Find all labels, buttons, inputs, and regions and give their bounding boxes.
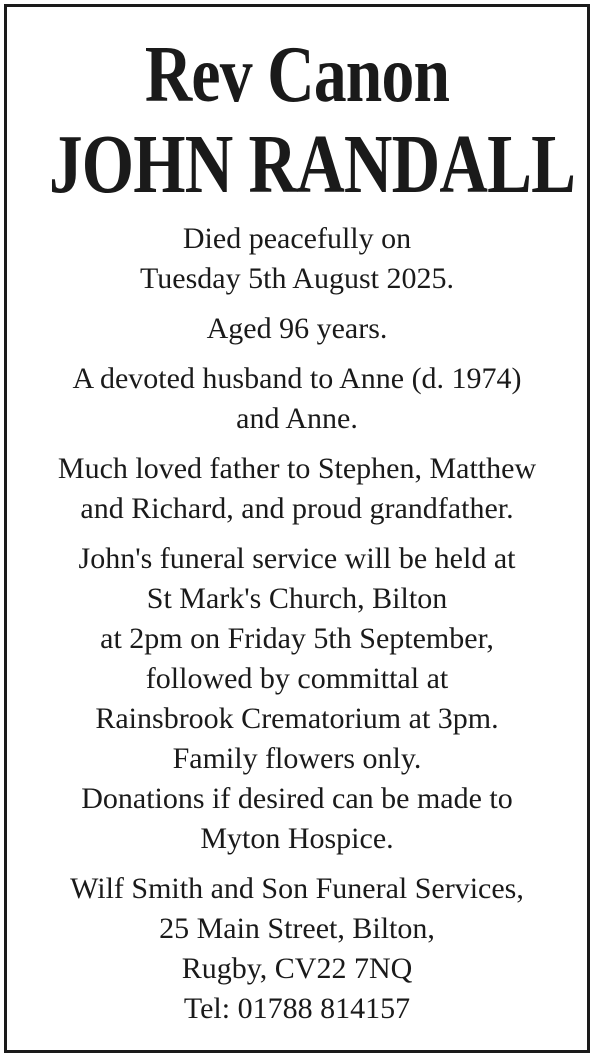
text-line: St Mark's Church, Bilton [146, 582, 448, 615]
paragraph-funeral [7, 539, 587, 859]
text-line: followed by committal at [145, 662, 449, 695]
text-line: and Anne. [236, 402, 358, 435]
text-line: Wilf Smith and Son Funeral Services, [70, 872, 524, 905]
text-line: Tuesday 5th August 2025. [140, 262, 454, 295]
text-line: A devoted husband to Anne (d. 1974) [72, 362, 522, 395]
text-line: Myton Hospice. [200, 822, 394, 855]
text-line: 25 Main Street, Bilton, [159, 912, 435, 945]
paragraph-husband [7, 359, 587, 439]
text-line: Died peacefully on [182, 222, 412, 255]
text-line: Aged 96 years. [206, 312, 388, 345]
notice-body [7, 219, 587, 1039]
text-line: Much loved father to Stephen, Matthew [57, 452, 537, 485]
text-line: Rainsbrook Crematorium at 3pm. [95, 702, 499, 735]
text-line: Rugby, CV22 7NQ [181, 952, 413, 985]
notice-title-prefix: Rev Canon [144, 31, 450, 119]
text-line: Donations if desired can be made to [81, 782, 513, 815]
paragraph-funeral-director [7, 869, 587, 1029]
paragraph-age [7, 309, 587, 349]
paragraph-death [7, 219, 587, 299]
text-line: Family flowers only. [172, 742, 422, 775]
text-line: John's funeral service will be held at [78, 542, 516, 575]
obituary-notice [4, 4, 590, 1053]
text-line: Tel: 01788 814157 [183, 992, 411, 1025]
text-line: and Richard, and proud grandfather. [80, 492, 514, 525]
text-line: at 2pm on Friday 5th September, [100, 622, 494, 655]
notice-title-name: JOHN RANDALL [49, 118, 576, 211]
paragraph-father [7, 449, 587, 529]
